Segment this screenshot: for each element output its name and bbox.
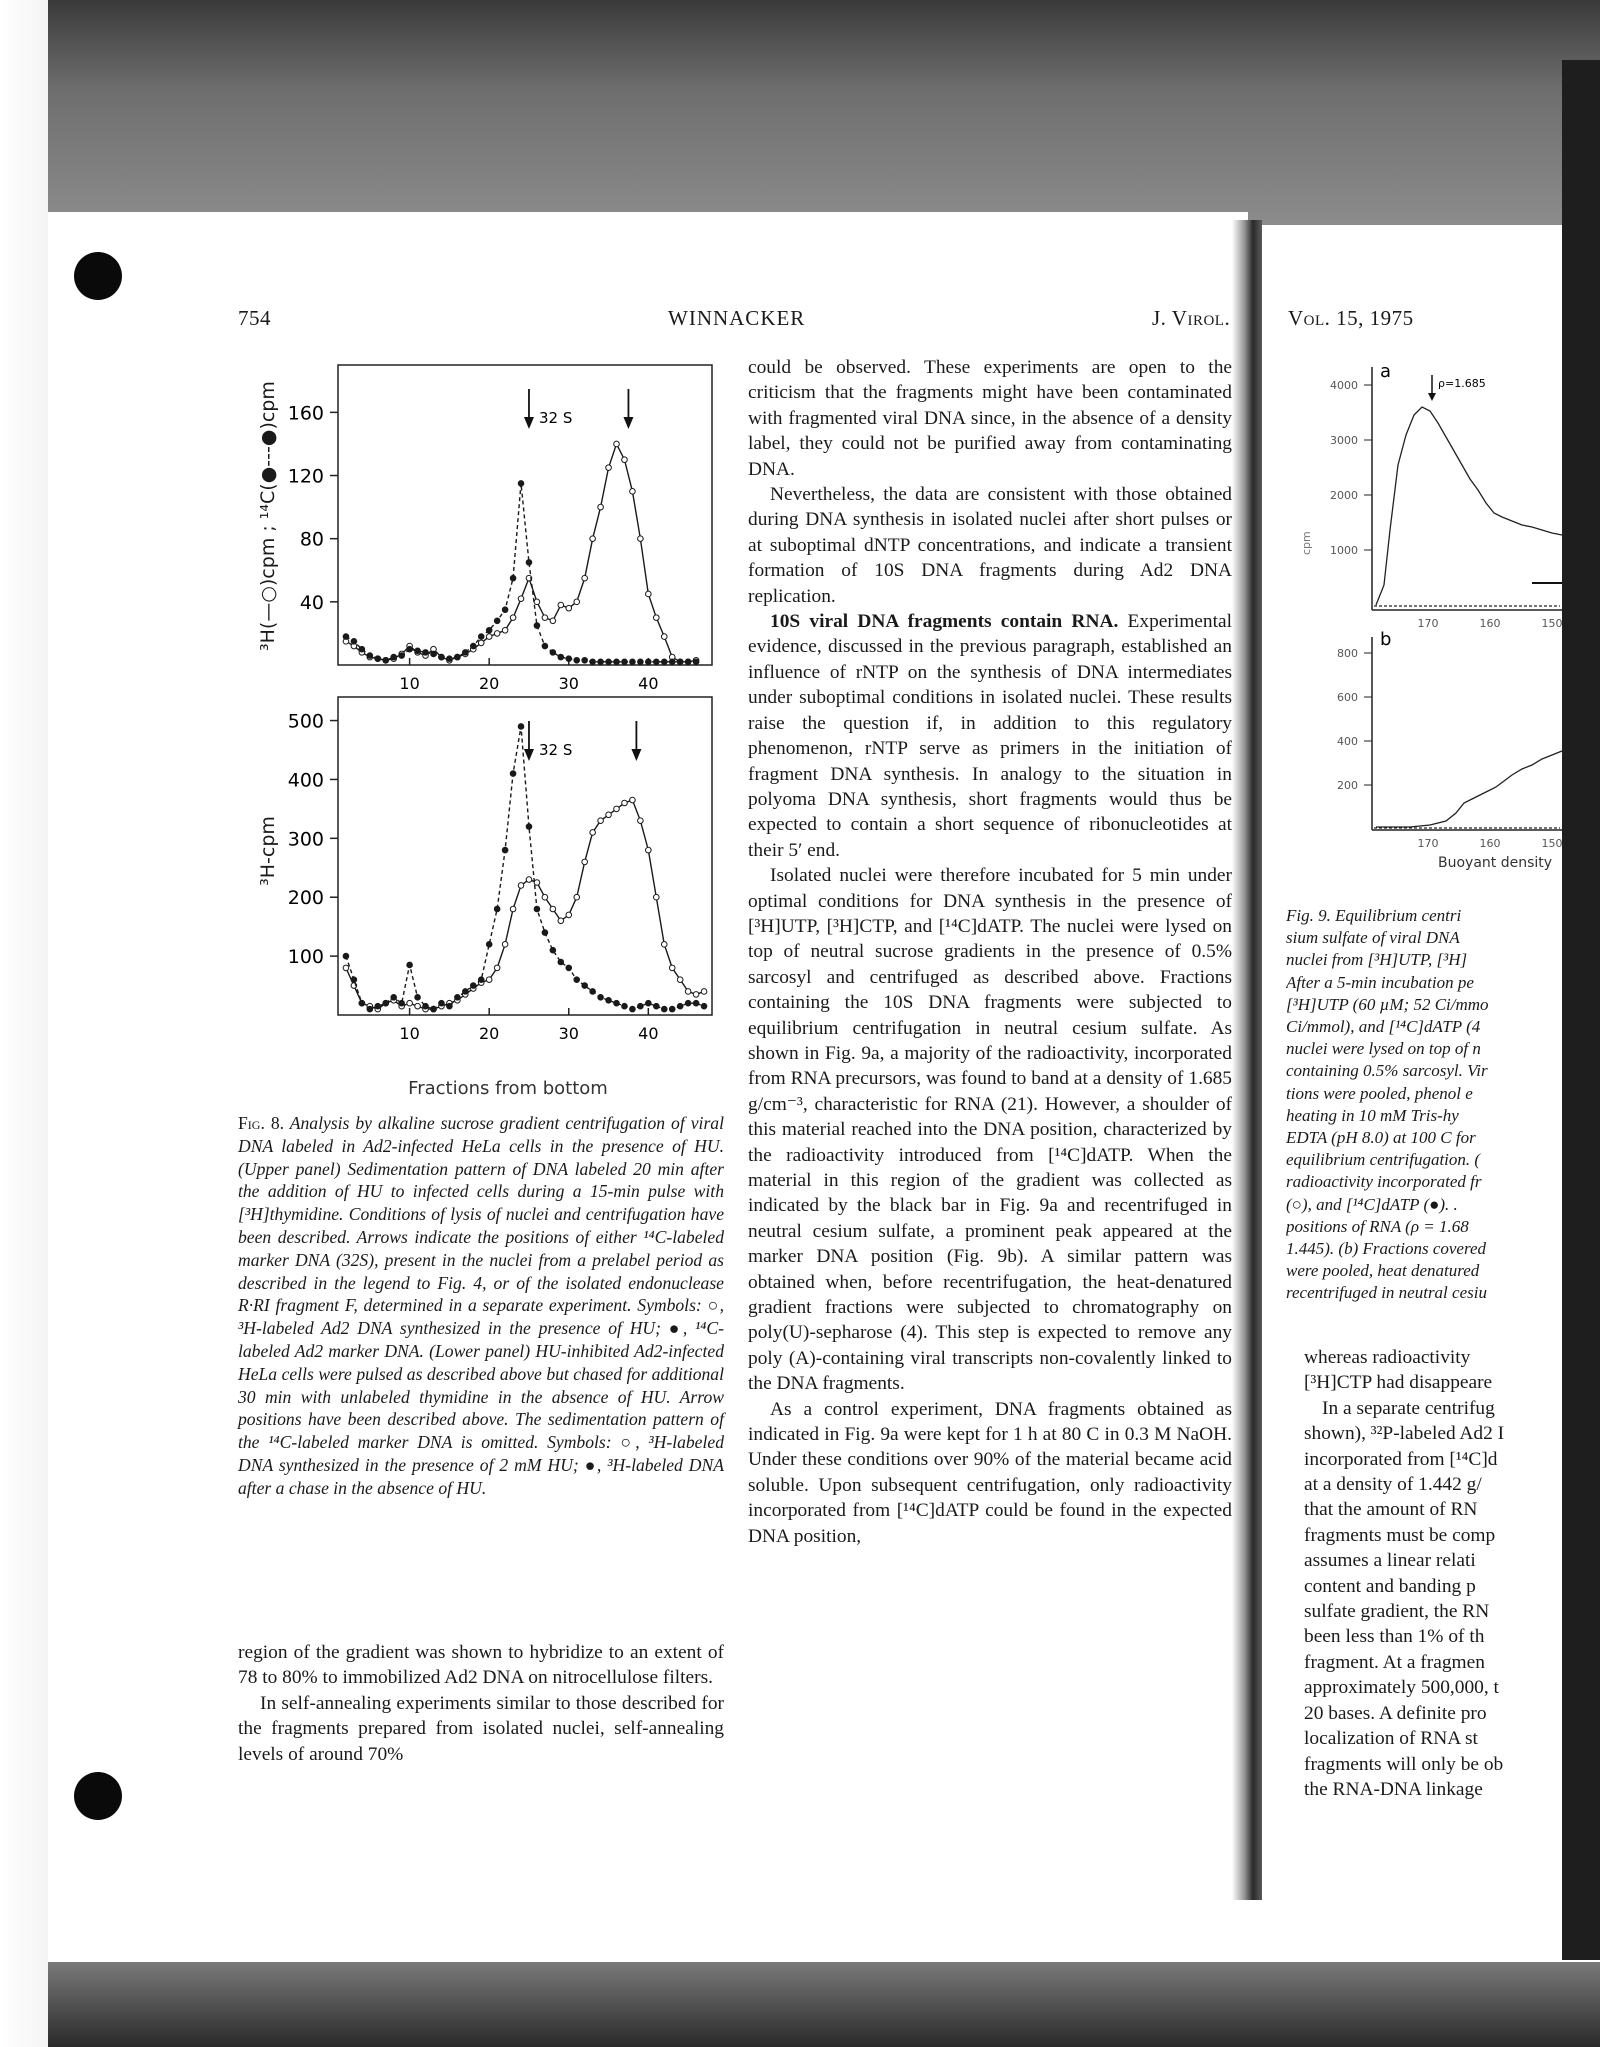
text-line: whereas radioactivity [1304, 1347, 1471, 1368]
x-tick-label: 30 [558, 674, 579, 693]
text-line: the RNA-DNA linkage [1304, 1778, 1483, 1800]
data-point [518, 596, 524, 602]
fig8-caption [238, 1112, 724, 1500]
y-tick-label: 160 [287, 402, 324, 425]
fig9-peak-label: ρ=1.685 [1438, 377, 1486, 390]
data-point [534, 906, 540, 912]
data-point [542, 894, 548, 900]
paragraph: Isolated nuclei were therefore incubated for 5 min under optimal conditions for DNA synthesis in the presence of [³H]UTP, [³H]CTP, and [¹⁴C]dATP. The nuclei were lysed on top of neutral sucrose gradients in the presence of 0.5% sarcosyl and centrifuged as described above. Fractions containing the 10S DNA fragments were subjected to equilibrium centrifugation in neutral cesium sulfate. As shown in Fig. 9a, a majority of the radioactivity, incorporated from RNA precursors, was found to band at a density of 1.685 g/cm⁻³, characteristic for RNA (21). However, a shoulder of this material reached into the DNA position, characterized by the radioactivity introduced from [¹⁴C]dATP. When the material in this region of the gradient was collected as indicated by the black bar in Fig. 9a and recentrifuged in neutral cesium sulfate, a prominent peak appeared at the marker DNA position (Fig. 9b). A similar pattern was obtained when, before recentrifugation, the heat-denatured gradient fractions were subjected to chromatography on poly(U)-sepharose (4). This step is expected to remove any poly (A)-containing viral transcripts non-covalently linked to the DNA fragments. [748, 865, 1232, 1395]
fig9-panel-a-label: a [1380, 361, 1392, 382]
data-point [383, 657, 389, 663]
data-point [693, 1000, 699, 1006]
x-tick-label: 10 [399, 674, 420, 693]
data-point [622, 800, 628, 806]
series-line [346, 800, 704, 1009]
data-point [510, 771, 516, 777]
fig9-panel-b-label: b [1380, 629, 1392, 650]
data-point [534, 623, 540, 629]
data-point [415, 1003, 421, 1009]
data-point [598, 818, 604, 824]
y-tick-label: 40 [299, 591, 324, 614]
data-point [423, 650, 429, 656]
data-point [367, 1006, 373, 1012]
data-point [614, 441, 620, 447]
middle-column [748, 355, 1232, 1549]
caption-line: tions were pooled, phenol e [1286, 1083, 1473, 1103]
data-point [574, 977, 580, 983]
data-point [558, 959, 564, 965]
position-arrow-head [524, 417, 534, 429]
caption-line: [³H]UTP (60 µM; 52 Ci/mmo [1286, 994, 1489, 1014]
position-arrow-head [631, 749, 641, 761]
data-point [494, 618, 500, 624]
data-point [439, 654, 445, 660]
data-point [375, 656, 381, 662]
data-point [661, 659, 667, 665]
caption-line: sium sulfate of viral DNA [1286, 928, 1460, 948]
caption-line: EDTA (pH 8.0) at 100 C for [1286, 1128, 1476, 1148]
data-point [550, 618, 556, 624]
x-tick-label: 10 [399, 1024, 420, 1043]
data-point [478, 634, 484, 640]
data-point [494, 906, 500, 912]
paragraph: could be observed. These experiments are open to the criticism that the fragments might have been contaminated with fragmented viral DNA since, in the absence of a density label, they could not be purified away from contaminating DNA. [748, 357, 1232, 480]
data-point [653, 1003, 659, 1009]
data-point [677, 1003, 683, 1009]
data-point [375, 1003, 381, 1009]
data-point [669, 965, 675, 971]
fig8-upper-panel [288, 365, 712, 693]
data-point [701, 989, 707, 995]
caption-line: After a 5-min incubation pe [1286, 972, 1474, 992]
data-point [367, 653, 373, 659]
caption-line: nuclei were lysed on top of n [1286, 1039, 1481, 1059]
paragraph: Nevertheless, the data are consistent with those obtained during DNA synthesis in isolated nuclei after short pulses or at suboptimal dNTP concentrations, and indicate a transient formation of 10S DNA fragments during Ad2 DNA replication. [748, 484, 1232, 607]
right-column-partial [1304, 1345, 1562, 1802]
data-point [693, 659, 699, 665]
data-point [494, 631, 500, 637]
text-line: approximately 500,000, t [1304, 1677, 1499, 1699]
data-point [558, 654, 564, 660]
data-point [470, 983, 476, 989]
data-point [574, 599, 580, 605]
fig9a-rna-curve [1376, 407, 1562, 605]
y-tick-label: 1000 [1330, 544, 1358, 557]
data-point [415, 995, 421, 1001]
x-tick-label: 150 [1541, 617, 1562, 630]
data-point [399, 653, 405, 659]
y-tick-label: 200 [287, 887, 324, 910]
binder-hole-top [74, 252, 122, 300]
data-point [622, 1003, 628, 1009]
data-point [630, 1006, 636, 1012]
text-line: localization of RNA st [1304, 1728, 1478, 1750]
data-point [566, 912, 572, 918]
x-tick-label: 40 [638, 1024, 659, 1043]
data-point [646, 659, 652, 665]
fig9a-arrow-head [1428, 393, 1436, 401]
caption-line: positions of RNA (ρ = 1.68 [1286, 1216, 1469, 1236]
text-line: [³H]CTP had disappeare [1304, 1372, 1493, 1394]
data-point [423, 1003, 429, 1009]
data-point [534, 880, 540, 886]
fig8-xlabel: Fractions from bottom [408, 1078, 608, 1099]
caption-line: containing 0.5% sarcosyl. Vir [1286, 1061, 1488, 1081]
data-point [431, 651, 437, 657]
data-point [542, 615, 548, 621]
x-tick-label: 170 [1417, 837, 1439, 850]
text-line: content and banding p [1304, 1575, 1476, 1597]
data-point [661, 1006, 667, 1012]
text-line: fragments must be comp [1304, 1524, 1496, 1546]
data-point [526, 877, 532, 883]
data-point [470, 643, 476, 649]
data-point [701, 1003, 707, 1009]
caption-line: Fig. 9. Equilibrium centri [1286, 906, 1462, 925]
text-line: fragment. At a fragmen [1304, 1651, 1485, 1673]
data-point [582, 859, 588, 865]
data-point [638, 536, 644, 542]
fig9-chart-partial [1250, 355, 1562, 875]
data-point [590, 659, 596, 665]
data-point [598, 659, 604, 665]
data-point [646, 1000, 652, 1006]
data-point [447, 656, 453, 662]
data-point [518, 724, 524, 730]
caption-line: radioactivity incorporated fr [1286, 1172, 1482, 1192]
paragraph: region of the gradient was shown to hybridize to an extent of 78 to 80% to immobilized Ad2 DNA on nitrocellulose filters. [238, 1642, 724, 1689]
data-point [502, 607, 508, 613]
position-arrow-head [524, 749, 534, 761]
data-point [669, 659, 675, 665]
y-tick-label: 300 [287, 828, 324, 851]
x-tick-label: 40 [638, 674, 659, 693]
data-point [391, 654, 397, 660]
fig8-lower-panel [288, 697, 712, 1043]
right-edge-dark [1562, 60, 1600, 1960]
data-point [574, 657, 580, 663]
data-point [415, 648, 421, 654]
data-point [383, 1000, 389, 1006]
data-point [391, 995, 397, 1001]
data-point [486, 627, 492, 633]
caption-line: heating in 10 mM Tris-hy [1286, 1105, 1459, 1125]
text-line: been less than 1% of th [1304, 1626, 1485, 1648]
series-line [346, 444, 696, 662]
data-point [359, 1000, 365, 1006]
scan-bottom-shadow [0, 1962, 1600, 2047]
data-point [606, 465, 612, 471]
fig9-ylabel-fragment: cpm [1300, 531, 1313, 555]
data-point [550, 650, 556, 656]
paragraph: In self-annealing experiments similar to those described for the fragments prepared from isolated nuclei, self-annealing levels of around 70% [238, 1692, 724, 1765]
fig8-lower-ylabel: ³H-cpm [257, 816, 279, 886]
data-point [526, 824, 532, 830]
y-tick-label: 120 [287, 465, 324, 488]
y-tick-label: 400 [287, 769, 324, 792]
data-point [478, 640, 484, 646]
text-line: In a separate centrifug [1322, 1397, 1495, 1419]
data-point [638, 818, 644, 824]
position-arrow-head [623, 417, 633, 429]
data-point [494, 965, 500, 971]
data-point [502, 627, 508, 633]
data-point [399, 1000, 405, 1006]
y-tick-label: 400 [1337, 735, 1358, 748]
data-point [455, 995, 461, 1001]
fig8-chart [230, 345, 730, 1105]
data-point [478, 977, 484, 983]
marker-label: 32 S [538, 741, 573, 759]
data-point [542, 643, 548, 649]
data-point [518, 883, 524, 889]
data-point [447, 1003, 453, 1009]
data-point [606, 997, 612, 1003]
caption-line: Ci/mmol), and [¹⁴C]dATP (4 [1286, 1017, 1481, 1037]
data-point [407, 962, 413, 968]
caption-line: nuclei from [³H]UTP, [³H] [1286, 950, 1468, 970]
data-point [455, 654, 461, 660]
data-point [685, 659, 691, 665]
data-point [518, 481, 524, 487]
data-point [566, 605, 572, 611]
data-point [693, 992, 699, 998]
paragraph: 10S viral DNA fragments contain RNA. Experimental evidence, discussed in the previous paragraph, established an influence of rNTP on the synthesis of DNA intermediates under suboptimal conditions in isolated nuclei. These results raise the question if, in addition to this regulatory phenomenon, rNTP serve as primers in the initiation of fragment DNA synthesis. In analogy to the situation in polyoma DNA synthesis, short fragments would thus be expected to contain a short sequence of ribonucleotides at their 5′ end. [748, 611, 1232, 861]
data-point [590, 989, 596, 995]
fig8-upper-ylabel: ³H(—○)cpm ; ¹⁴C(●---●)cpm [257, 381, 279, 651]
data-point [486, 634, 492, 640]
data-point [582, 575, 588, 581]
data-point [630, 659, 636, 665]
data-point [510, 615, 516, 621]
text-line: assumes a linear relati [1304, 1550, 1476, 1572]
data-point [677, 977, 683, 983]
data-point [630, 489, 636, 495]
text-line: sulfate gradient, the RN [1304, 1601, 1490, 1623]
y-tick-label: 600 [1337, 691, 1358, 704]
left-column-bottom [238, 1640, 724, 1767]
text-line: that the amount of RN [1304, 1499, 1478, 1521]
data-point [359, 646, 365, 652]
data-point [590, 830, 596, 836]
data-point [351, 977, 357, 983]
data-point [653, 659, 659, 665]
data-point [590, 536, 596, 542]
y-tick-label: 2000 [1330, 489, 1358, 502]
text-line: fragments will only be ob [1304, 1753, 1504, 1775]
series-line [346, 726, 704, 1009]
data-point [510, 575, 516, 581]
fig9-xlabel: Buoyant density [1438, 855, 1553, 871]
scan-top-shadow [0, 0, 1600, 225]
y-tick-label: 80 [299, 528, 324, 551]
caption-line: recentrifuged in neutral cesiu [1286, 1283, 1487, 1303]
data-point [677, 659, 683, 665]
data-point [653, 615, 659, 621]
text-line: at a density of 1.442 g/ [1304, 1474, 1482, 1496]
data-point [510, 906, 516, 912]
fig8-caption-label: Fig. 8. [238, 1113, 285, 1133]
x-tick-label: 170 [1417, 617, 1439, 630]
data-point [582, 983, 588, 989]
data-point [463, 650, 469, 656]
data-point [534, 599, 540, 605]
data-point [574, 894, 580, 900]
data-point [685, 989, 691, 995]
x-tick-label: 30 [558, 1024, 579, 1043]
data-point [598, 504, 604, 510]
x-tick-label: 20 [479, 674, 500, 693]
data-point [343, 965, 349, 971]
data-point [558, 918, 564, 924]
y-tick-label: 4000 [1330, 379, 1358, 392]
data-point [646, 591, 652, 597]
caption-line: were pooled, heat denatured [1286, 1261, 1480, 1281]
data-point [598, 995, 604, 1001]
data-point [526, 560, 532, 566]
data-point [463, 989, 469, 995]
data-point [486, 942, 492, 948]
data-point [431, 1006, 437, 1012]
data-point [622, 659, 628, 665]
data-point [630, 797, 636, 803]
data-point [550, 906, 556, 912]
data-point [351, 639, 357, 645]
y-tick-label: 800 [1337, 647, 1358, 660]
y-tick-label: 200 [1337, 779, 1358, 792]
fig9-caption-partial [1286, 905, 1562, 1305]
data-point [542, 930, 548, 936]
x-tick-label: 20 [479, 1024, 500, 1043]
data-point [407, 646, 413, 652]
caption-line: (○), and [¹⁴C]dATP (●). . [1286, 1194, 1458, 1214]
data-point [566, 965, 572, 971]
plot-frame [338, 697, 712, 1015]
text-line: incorporated from [¹⁴C]d [1304, 1448, 1498, 1470]
fig8-caption-text: Analysis by alkaline sucrose gradient centrifugation of viral DNA labeled in Ad2-infected HeLa cells in the presence of HU. (Upper panel) Sedimentation pattern of DNA labeled 20 min after the addition of HU to infected cells during a 15-min pulse with [³H]thymidine. Conditions of lysis of nuclei and centrifugation have been described. Arrows indicate the positions of either ¹⁴C-labeled marker DNA (32S), present in the nuclei from a prelabel period as described in the legend to Fig. 4, or of the isolated endonuclease R·RI fragment F, determined in a separate experiment. Symbols: ○, ³H-labeled Ad2 DNA synthesized in the presence of HU; ●, ¹⁴C-labeled Ad2 marker DNA. (Lower panel) HU-inhibited Ad2-infected HeLa cells were pulsed as described above but chased for additional 30 min with unlabeled thymidine in the absence of HU. Arrow positions have been described above. The sedimentation pattern of the ¹⁴C-labeled marker DNA is omitted. Symbols: ○, ³H-labeled DNA synthesized in the presence of 2 mM HU; ●, ³H-labeled DNA after a chase in the absence of HU. [238, 1113, 724, 1498]
scan-left-shadow [0, 0, 48, 2047]
y-tick-label: 100 [287, 946, 324, 969]
series-line [346, 483, 696, 661]
y-tick-label: 3000 [1330, 434, 1358, 447]
caption-line: equilibrium centrifugation. ( [1286, 1150, 1481, 1170]
data-point [685, 1000, 691, 1006]
data-point [638, 1003, 644, 1009]
data-point [638, 659, 644, 665]
data-point [646, 847, 652, 853]
paragraph: As a control experiment, DNA fragments obtained as indicated in Fig. 9a were kept for 1 h at 80 C in 0.3 M NaOH. Under these conditions over 90% of the material became acid soluble. Upon subsequent centrifugation, only radioactivity incorporated from [¹⁴C]dATP could be found in the expected DNA position, [748, 1398, 1232, 1547]
data-point [606, 659, 612, 665]
data-point [669, 1006, 675, 1012]
text-line: 20 bases. A definite pro [1304, 1702, 1487, 1724]
data-point [614, 806, 620, 812]
section-heading: 10S viral DNA fragments contain RNA. [770, 611, 1119, 633]
data-point [558, 602, 564, 608]
data-point [486, 977, 492, 983]
fig9b-curve [1376, 751, 1562, 827]
data-point [614, 1000, 620, 1006]
right-page-volume: Vol. 15, 1975 [1288, 306, 1414, 330]
running-head-journal: J. Virol. [1152, 306, 1231, 330]
data-point [502, 942, 508, 948]
page-number: 754 [238, 306, 271, 330]
data-point [606, 812, 612, 818]
data-point [582, 657, 588, 663]
data-point [661, 942, 667, 948]
x-tick-label: 160 [1479, 617, 1501, 630]
running-head-author: WINNACKER [668, 306, 806, 330]
data-point [566, 656, 572, 662]
x-tick-label: 150 [1541, 837, 1562, 850]
data-point [343, 634, 349, 640]
data-point [550, 947, 556, 953]
data-point [343, 953, 349, 959]
marker-label: 32 S [538, 409, 573, 427]
x-tick-label: 160 [1479, 837, 1501, 850]
y-tick-label: 500 [287, 710, 324, 733]
binder-hole-bottom [74, 1772, 122, 1820]
caption-line: 1.445). (b) Fractions covered [1286, 1239, 1487, 1259]
data-point [439, 1000, 445, 1006]
data-point [661, 634, 667, 640]
data-point [622, 457, 628, 463]
data-point [502, 847, 508, 853]
data-point [614, 659, 620, 665]
text-line: shown), ³²P-labeled Ad2 I [1304, 1423, 1505, 1445]
data-point [653, 894, 659, 900]
data-point [407, 1000, 413, 1006]
